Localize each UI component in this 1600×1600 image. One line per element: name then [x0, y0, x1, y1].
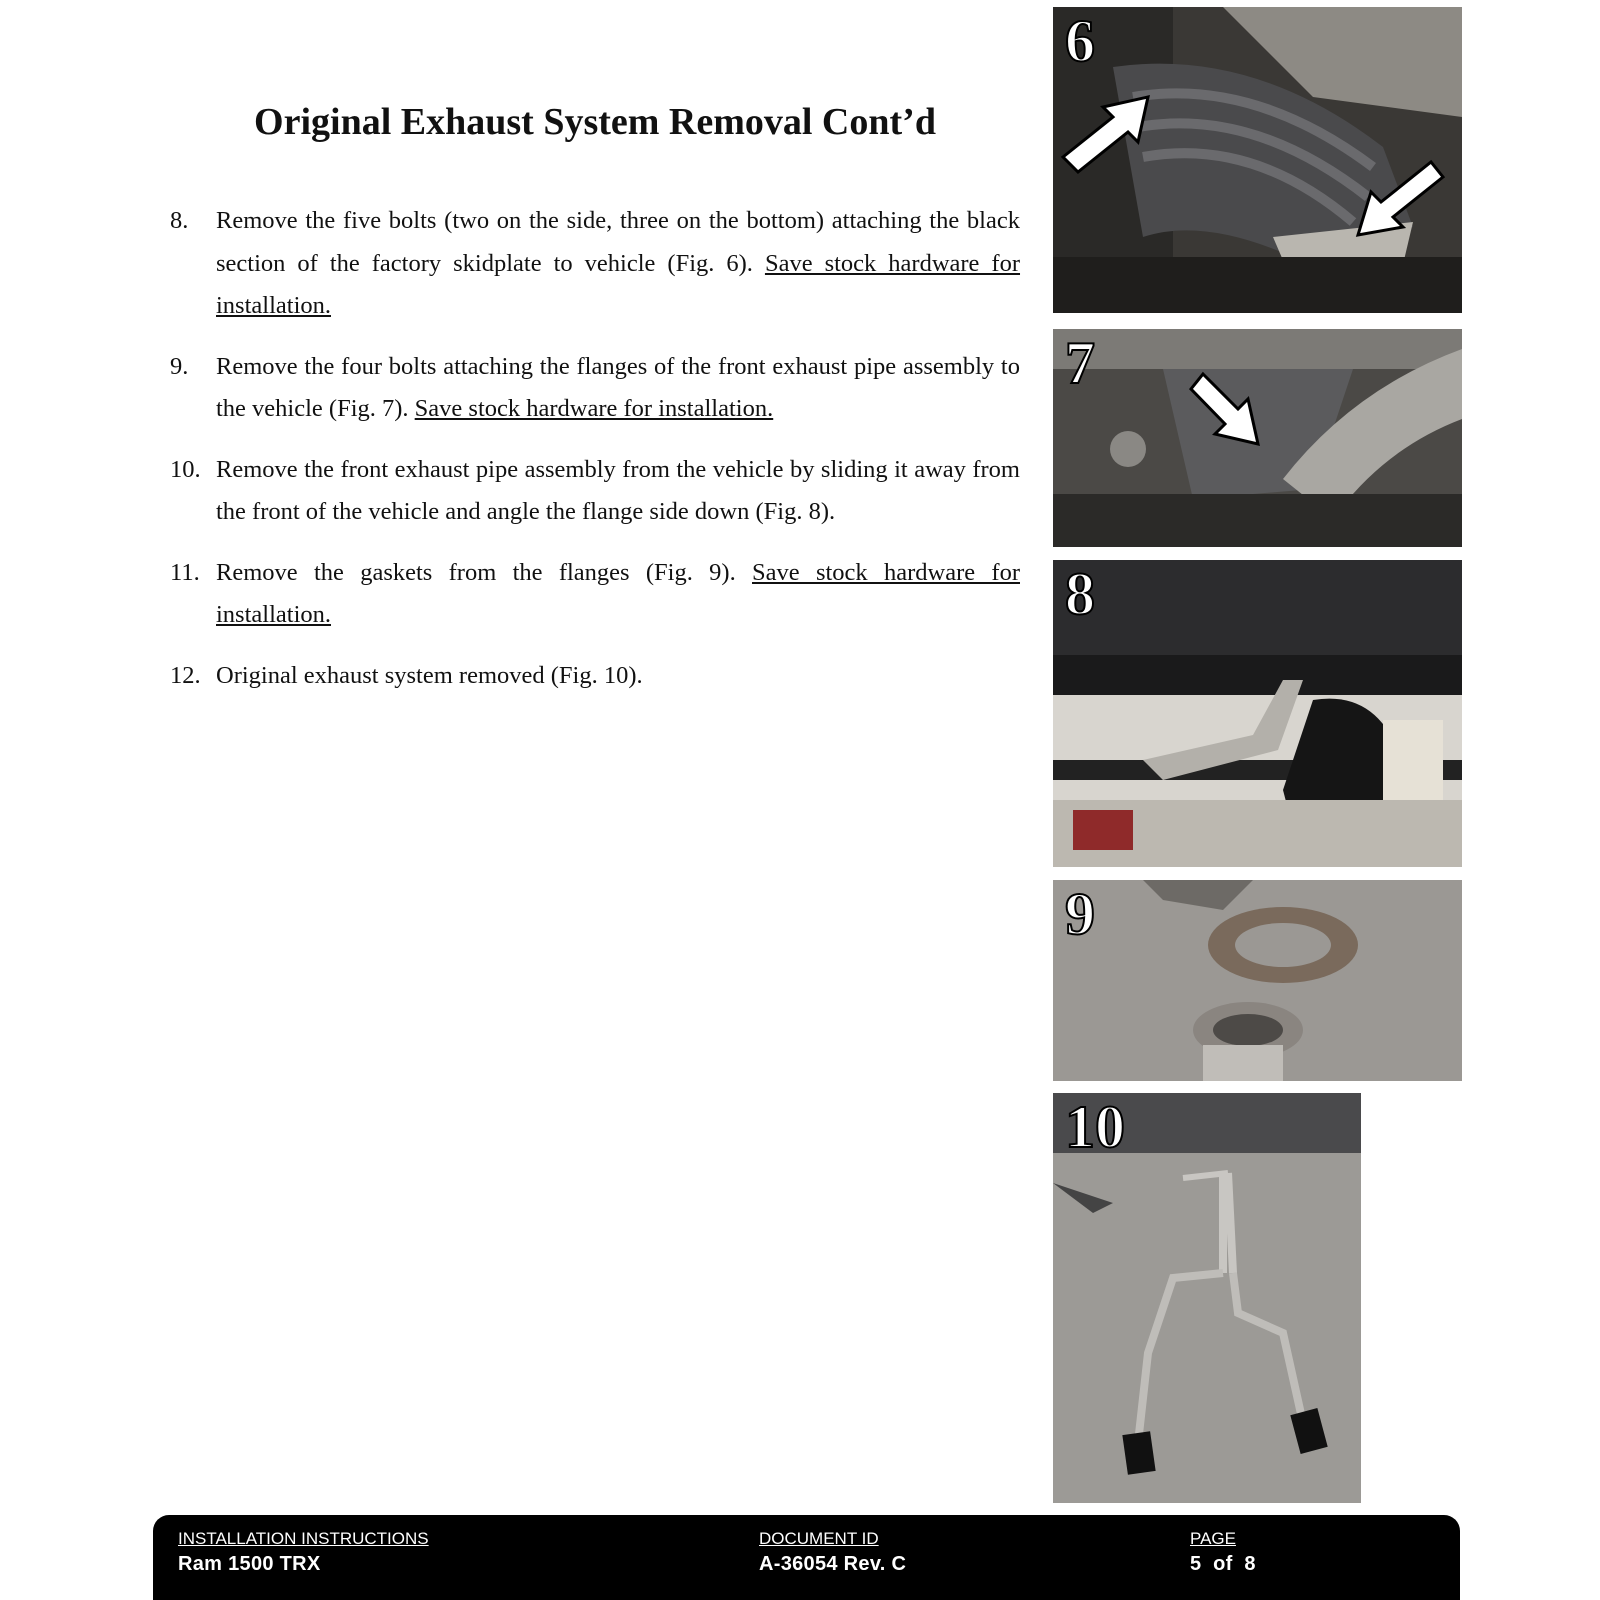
footer-page: [1190, 1529, 1256, 1576]
step-number: 11.: [170, 558, 200, 586]
figure-label: 7: [1065, 330, 1095, 396]
footer-document: [759, 1529, 906, 1576]
figure-label: 9: [1065, 881, 1095, 947]
figure-10: [1053, 1093, 1361, 1503]
figure-9: [1053, 880, 1462, 1081]
footer-vehicle: Ram 1500 TRX: [178, 1553, 321, 1575]
step-number: 12.: [170, 661, 201, 689]
step-number: 8.: [170, 207, 189, 234]
footer-page-value: 5 of 8: [1190, 1553, 1256, 1575]
skidplate-photo-icon: [1053, 7, 1462, 313]
figure-label: 8: [1065, 561, 1095, 627]
step-number: 9.: [170, 352, 189, 380]
footer-doc-label: DOCUMENT ID: [759, 1529, 879, 1548]
figure-label: 6: [1065, 8, 1095, 74]
footer-instructions: [178, 1529, 429, 1576]
step-text: Remove the four bolts attaching the flanges of the front exhaust pipe assembly to the vehicle (Fig. 7).: [216, 352, 1020, 422]
step-text: Original exhaust system removed (Fig. 10).: [216, 661, 643, 689]
step-note: Save stock hardware for installation.: [216, 558, 1020, 628]
step-text: Remove the five bolts (two on the side, three on the bottom) attaching the black section of the factory skidplate to vehicle (Fig. 6).: [216, 207, 1020, 277]
pipe-removal-photo-icon: [1053, 560, 1462, 867]
step-note: Save stock hardware for installation.: [414, 395, 774, 422]
footer-instructions-label: INSTALLATION INSTRUCTIONS: [178, 1529, 429, 1548]
gasket-photo-icon: [1053, 880, 1462, 1081]
figure-7: [1053, 329, 1462, 547]
step-note: Save stock hardware for installation.: [216, 249, 1021, 319]
footer-doc-id: A-36054 Rev. C: [759, 1553, 907, 1575]
page-title: Original Exhaust System Removal Cont’d: [254, 101, 936, 143]
instruction-steps: [170, 200, 1020, 715]
exhaust-flange-photo-icon: [1053, 329, 1462, 547]
figure-6: [1053, 7, 1462, 313]
footer-page-label: PAGE: [1190, 1529, 1236, 1548]
page-footer: [153, 1515, 1460, 1600]
step-item: [170, 552, 1020, 637]
step-number: 10.: [170, 455, 201, 483]
step-item: [170, 346, 1020, 431]
step-item: [170, 655, 1020, 698]
step-text: Remove the gaskets from the flanges (Fig. 9).: [216, 558, 753, 586]
step-item: [170, 200, 1020, 328]
step-item: [170, 449, 1020, 534]
figure-8: [1053, 560, 1462, 867]
figure-label: 10: [1065, 1094, 1125, 1160]
step-text: Remove the front exhaust pipe assembly from the vehicle by sliding it away from the front of the vehicle and angle the flange side down (Fig. 8).: [216, 455, 1020, 525]
